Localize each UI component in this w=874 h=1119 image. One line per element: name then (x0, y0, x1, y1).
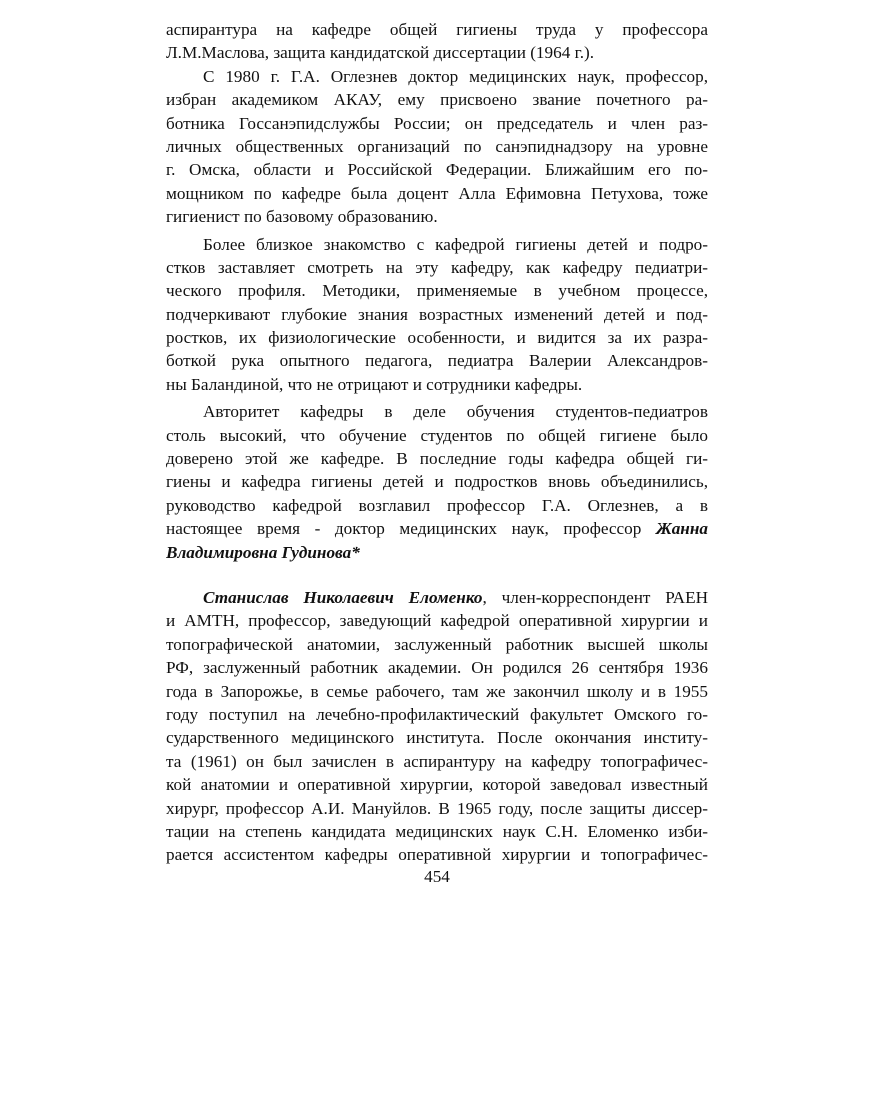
page-body (166, 18, 708, 867)
text-line (166, 586, 708, 609)
paragraph (166, 65, 708, 229)
page-number: 454 (424, 867, 450, 886)
text-line: гиены и кафедра гигиены детей и подростков вновь объединились, (166, 472, 708, 492)
paragraph (166, 233, 708, 397)
text-run: настоящее время - доктор медицинских наук, профессор (166, 519, 656, 539)
text-line: сударственного медицинского института. После окончания институ- (166, 728, 708, 748)
text-line: топографической анатомии, заслуженный работник высшей школы (166, 634, 708, 654)
text-line (166, 541, 708, 564)
text-line: личных общественных организаций по санэпиднадзору на уровне (166, 136, 708, 156)
section-gap (166, 564, 708, 586)
text-line: избран академиком АКАУ, ему присвоено звание почетного ра- (166, 90, 708, 110)
text-line: та (1961) он был зачислен в аспирантуру на кафедру топографичес- (166, 751, 708, 771)
text-line: Авторитет кафедры в деле обучения студентов-педиатров (203, 402, 708, 422)
text-line: ботника Госсанэпидслужбы России; он председатель и член раз- (166, 113, 708, 133)
person-name: Жанна (655, 519, 708, 539)
text-line: тации на степень кандидата медицинских наук С.Н. Еломенко изби- (166, 821, 708, 841)
text-line: ростков, их физиологические особенности, и видится за их разра- (166, 328, 708, 348)
paragraph (166, 18, 708, 65)
text-line: С 1980 г. Г.А. Оглезнев доктор медицинских наук, профессор, (203, 66, 708, 86)
paragraph (166, 400, 708, 564)
text-line: гигиенист по базовому образованию. (166, 207, 438, 227)
person-name: Владимировна Гудинова* (166, 542, 360, 562)
text-line: столь высокий, что обучение студентов по общей гигиене было (166, 425, 708, 445)
text-line: г. Омска, области и Российской Федерации. Ближайшим его по- (166, 160, 708, 180)
text-line: хирург, профессор А.И. Мануйлов. В 1965 году, после защиты диссер- (166, 798, 708, 818)
text-line: руководство кафедрой возглавил профессор Г.А. Оглезнев, а в (166, 495, 708, 515)
text-line: года в Запорожье, в семье рабочего, там же закончил школу и в 1955 (166, 681, 708, 701)
text-line: ческого профиля. Методики, применяемые в учебном процессе, (166, 281, 708, 301)
text-line: стков заставляет смотреть на эту кафедру, как кафедру педиатри- (166, 257, 708, 277)
text-line: доверено этой же кафедре. В последние годы кафедра общей ги- (166, 449, 708, 469)
text-line: ны Баландиной, что не отрицают и сотрудники кафедры. (166, 374, 583, 394)
person-name: Станислав Николаевич Еломенко (203, 587, 483, 607)
text-line: рается ассистентом кафедры оперативной хирургии и топографичес- (166, 845, 708, 865)
text-line: Более близкое знакомство с кафедрой гигиены детей и подро- (203, 234, 708, 254)
text-line: Л.М.Маслова, защита кандидатской диссертации (1964 г.). (166, 43, 595, 63)
text-line: подчеркивают глубокие знания возрастных изменений детей и под- (166, 304, 708, 324)
text-line: аспирантура на кафедре общей гигиены труда у профессора (166, 20, 708, 39)
text-line: году поступил на лечебно-профилактический факультет Омского го- (166, 704, 708, 724)
paragraph (166, 586, 708, 867)
text-line: мощником по кафедре была доцент Алла Ефимовна Петухова, тоже (166, 183, 708, 203)
text-line: и АМТН, профессор, заведующий кафедрой оперативной хирургии и (166, 611, 708, 631)
text-line (166, 517, 708, 540)
text-run: , член-корреспондент РАЕН (482, 587, 708, 607)
text-line: кой анатомии и оперативной хирургии, которой заведовал известный (166, 775, 708, 795)
text-line: боткой рука опытного педагога, педиатра Валерии Александров- (166, 351, 708, 371)
text-line: РФ, заслуженный работник академии. Он родился 26 сентября 1936 (166, 658, 708, 678)
